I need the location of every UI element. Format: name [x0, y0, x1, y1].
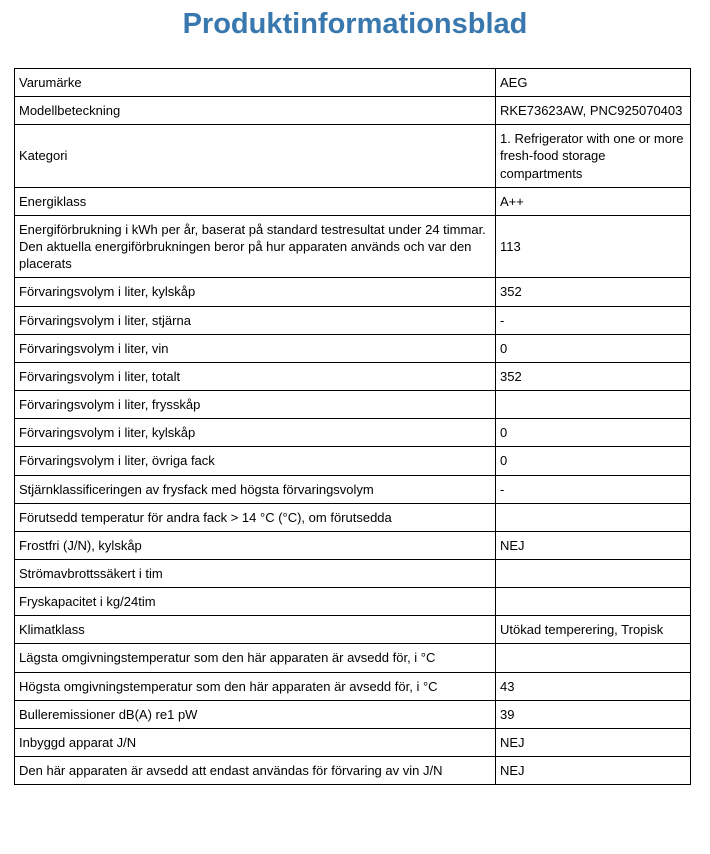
table-row	[15, 644, 691, 672]
property-label: Energiklass	[15, 187, 496, 215]
property-label: Förvaringsvolym i liter, kylskåp	[15, 419, 496, 447]
table-row	[15, 531, 691, 559]
property-value: 0	[496, 334, 691, 362]
table-row	[15, 728, 691, 756]
table-row	[15, 757, 691, 785]
property-label: Bulleremissioner dB(A) re1 pW	[15, 700, 496, 728]
property-value	[496, 391, 691, 419]
table-row	[15, 419, 691, 447]
property-value: A++	[496, 187, 691, 215]
property-label: Fryskapacitet i kg/24tim	[15, 588, 496, 616]
table-row	[15, 187, 691, 215]
property-label: Inbyggd apparat J/N	[15, 728, 496, 756]
table-row	[15, 215, 691, 277]
property-value: NEJ	[496, 728, 691, 756]
property-value	[496, 588, 691, 616]
property-value: NEJ	[496, 757, 691, 785]
property-value: -	[496, 306, 691, 334]
property-value: -	[496, 475, 691, 503]
property-value: 1. Refrigerator with one or more fresh-food storage compartments	[496, 125, 691, 187]
property-label: Lägsta omgivningstemperatur som den här apparaten är avsedd för, i °C	[15, 644, 496, 672]
property-label: Modellbeteckning	[15, 97, 496, 125]
property-label: Högsta omgivningstemperatur som den här apparaten är avsedd för, i °C	[15, 672, 496, 700]
property-label: Strömavbrottssäkert i tim	[15, 559, 496, 587]
property-label: Förvaringsvolym i liter, kylskåp	[15, 278, 496, 306]
property-label: Kategori	[15, 125, 496, 187]
property-label: Förvaringsvolym i liter, stjärna	[15, 306, 496, 334]
table-row	[15, 559, 691, 587]
property-value: 43	[496, 672, 691, 700]
property-value: 352	[496, 362, 691, 390]
property-label: Klimatklass	[15, 616, 496, 644]
property-value: 0	[496, 419, 691, 447]
property-label: Förvaringsvolym i liter, frysskåp	[15, 391, 496, 419]
table-row	[15, 588, 691, 616]
table-row	[15, 447, 691, 475]
property-value: 352	[496, 278, 691, 306]
property-label: Förutsedd temperatur för andra fack > 14 °C (°C), om förutsedda	[15, 503, 496, 531]
property-value: Utökad temperering, Tropisk	[496, 616, 691, 644]
product-info-table-body	[15, 69, 691, 785]
product-info-table	[14, 68, 691, 785]
page-title: Produktinformationsblad	[182, 8, 528, 40]
table-row	[15, 503, 691, 531]
property-label: Frostfri (J/N), kylskåp	[15, 531, 496, 559]
property-value	[496, 559, 691, 587]
property-label: Stjärnklassificeringen av frysfack med högsta förvaringsvolym	[15, 475, 496, 503]
property-value: NEJ	[496, 531, 691, 559]
property-value	[496, 644, 691, 672]
table-row	[15, 334, 691, 362]
table-row	[15, 475, 691, 503]
table-row	[15, 69, 691, 97]
property-label: Energiförbrukning i kWh per år, baserat på standard testresultat under 24 timmar. Den aktuella energiförbrukningen beror på hur apparaten används och var den placerats	[15, 215, 496, 277]
table-row	[15, 391, 691, 419]
property-value: 0	[496, 447, 691, 475]
property-label: Förvaringsvolym i liter, vin	[15, 334, 496, 362]
table-row	[15, 672, 691, 700]
table-row	[15, 616, 691, 644]
property-value: AEG	[496, 69, 691, 97]
table-row	[15, 362, 691, 390]
table-row	[15, 278, 691, 306]
property-value	[496, 503, 691, 531]
property-label: Den här apparaten är avsedd att endast användas för förvaring av vin J/N	[15, 757, 496, 785]
property-label: Förvaringsvolym i liter, totalt	[15, 362, 496, 390]
property-label: Förvaringsvolym i liter, övriga fack	[15, 447, 496, 475]
property-value: 113	[496, 215, 691, 277]
property-value: 39	[496, 700, 691, 728]
property-label: Varumärke	[15, 69, 496, 97]
table-row	[15, 97, 691, 125]
property-value: RKE73623AW, PNC925070403	[496, 97, 691, 125]
table-row	[15, 306, 691, 334]
table-row	[15, 125, 691, 187]
table-row	[15, 700, 691, 728]
